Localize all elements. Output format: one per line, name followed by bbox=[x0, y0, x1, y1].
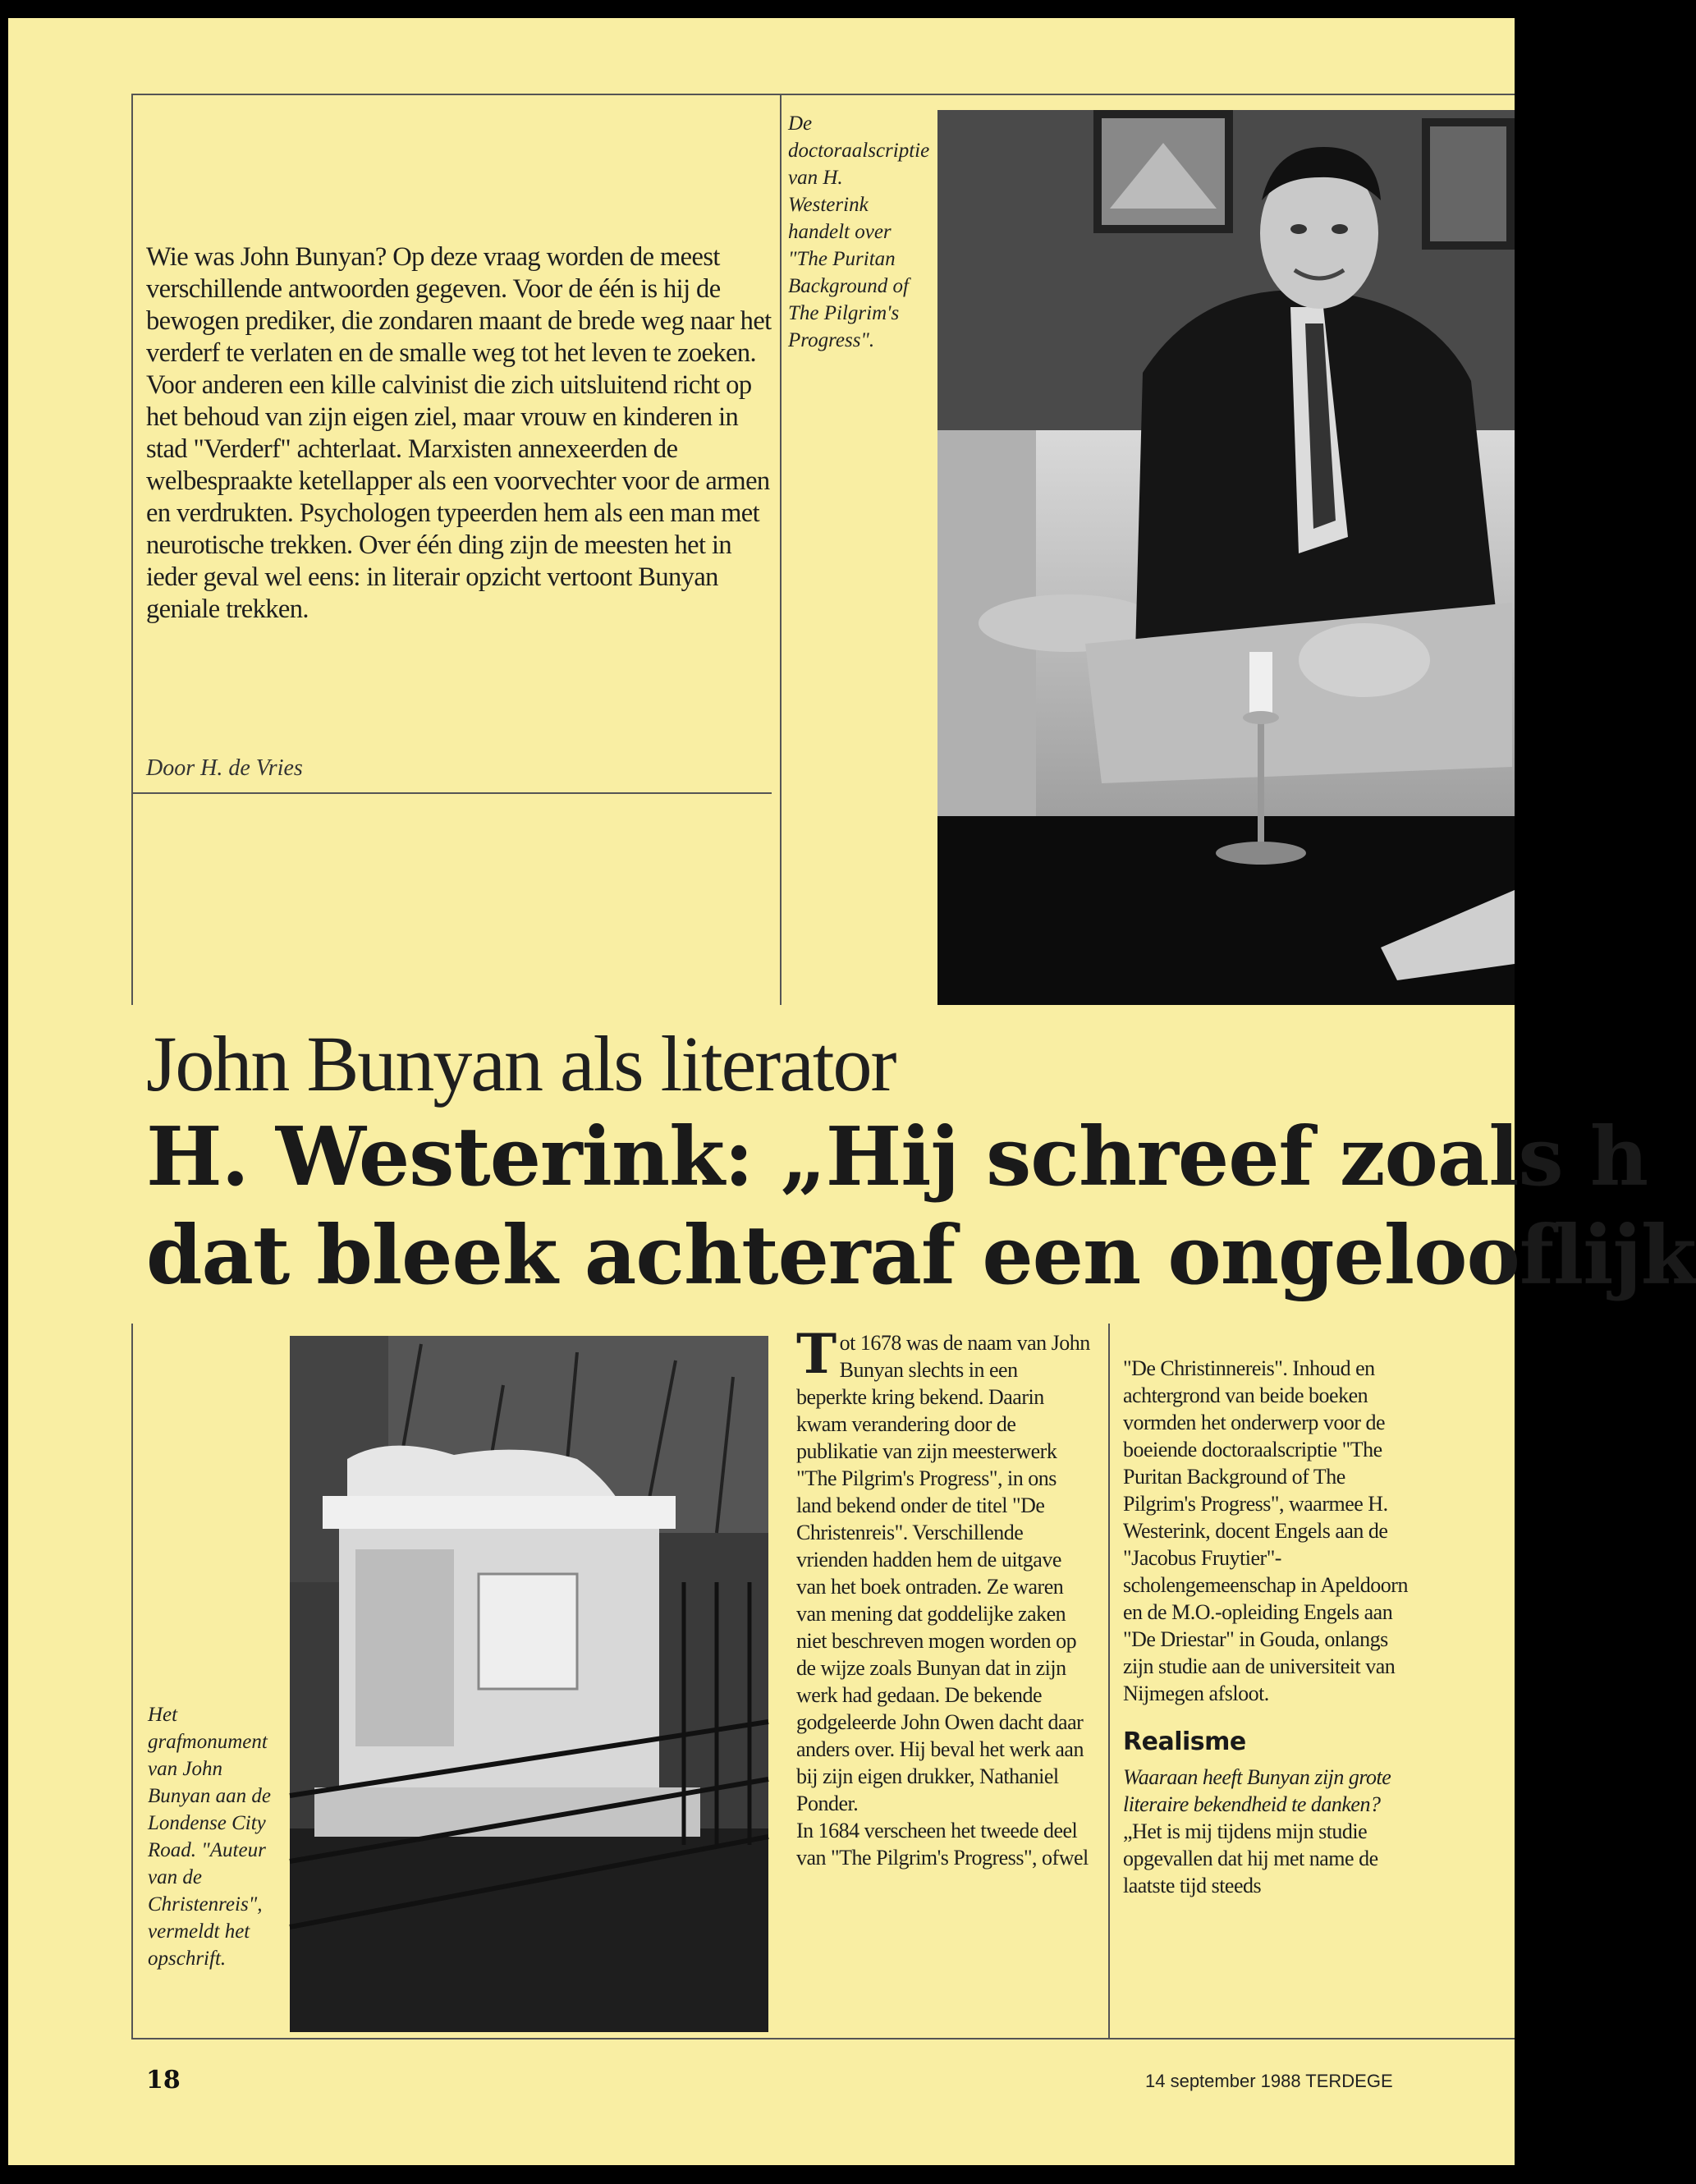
page-number: 18 bbox=[146, 2066, 181, 2095]
column-rule-upper bbox=[780, 94, 782, 1005]
top-rule bbox=[131, 94, 1515, 95]
grave-illustration bbox=[290, 1336, 768, 2032]
headline-kicker: John Bunyan als literator bbox=[146, 1020, 896, 1108]
column-rule-lower bbox=[1108, 1324, 1110, 2038]
grave-caption: Het grafmonument van John Bunyan aan de Londense City Road. "Auteur van de Christenreis", vermeldt het opschrift. bbox=[148, 1704, 271, 1970]
portrait-photo bbox=[937, 110, 1515, 1005]
article-text-1: ot 1678 was de naam van John Bunyan slechts in een beperkte kring bekend. Daarin kwam verandering door de publikatie van zijn meesterwerk "The Pilgrim's Progress", in ons land bekend onder de titel "De Christenreis". Verschillende vrienden hadden hem de uitgave van het boek ontraden. Ze waren van mening dat goddelijke zaken niet beschreven mogen worden op de wijze zoals Bunyan dat in zijn werk had gedaan. De bekende godgeleerde John Owen dacht daar anders over. Hij beval het werk aan bij zijn eigen drukker, Nathaniel Ponder. bbox=[796, 1331, 1090, 1815]
left-rule-upper bbox=[131, 94, 133, 1005]
byline: Door H. de Vries bbox=[146, 755, 303, 781]
article-text-1b: In 1684 verscheen het tweede deel van "The Pilgrim's Progress", ofwel bbox=[796, 1819, 1089, 1870]
portrait-illustration bbox=[937, 110, 1515, 1005]
subhead-realisme: Realisme bbox=[1123, 1727, 1246, 1756]
intro-paragraph: Wie was John Bunyan? Op deze vraag worden de meest verschillende antwoorden gegeven. Voor de één is hij de bewogen prediker, die zondaren maant de brede weg naar het verderf te verlaten en de smalle weg tot het leven te zoeken. Voor anderen een kille calvinist die zich uitsluitend richt op het behoud van zijn eigen ziel, maar vrouw en kinderen in stad "Verderf" achterlaat. Marxisten annexeerden de welbespraakte ketellapper als een voorvechter voor de armen en verdrukten. Psychologen typeerden hem als een man met neurotische trekken. Over één ding zijn de meesten het in ieder geval wel eens: in literair opzicht vertoont Bunyan geniale trekken. bbox=[146, 242, 772, 624]
magazine-page bbox=[8, 18, 1696, 2165]
headline-line-2: dat bleek achteraf een ongelooflijk bbox=[146, 1209, 1696, 1303]
photo-caption: De doctoraalscriptie van H. Westerink handelt over "The Puritan Background of The Pilgrim's Progress". bbox=[788, 112, 930, 351]
left-rule-lower bbox=[131, 1324, 133, 2038]
article-column-1 bbox=[796, 1322, 1092, 1871]
article-column-2 bbox=[1123, 1355, 1419, 1899]
issue-footer: 14 september 1988 TERDEGE bbox=[1145, 2071, 1393, 2091]
drop-cap: T bbox=[796, 1322, 837, 1386]
interview-answer: „Het is mij tijdens mijn studie opgevallen dat hij met name de laatste tijd steeds bbox=[1123, 1819, 1378, 1897]
headline-line-1: H. Westerink: „Hij schreef zoals h bbox=[146, 1110, 1648, 1204]
interview-question: Waaraan heeft Bunyan zijn grote literaire bekendheid te danken? bbox=[1123, 1765, 1391, 1816]
bottom-rule bbox=[131, 2038, 1515, 2039]
article-text-2: "De Christinnereis". Inhoud en achtergrond van beide boeken vormden het onderwerp voor de boeiende doctoraalscriptie "The Puritan Background of The Pilgrim's Progress", waarmee H. Westerink, docent Engels aan de "Jacobus Fruytier"-scholengemeenschap in Apeldoorn en de M.O.-opleiding Engels aan "De Driestar" in Gouda, onlangs zijn studie aan de universiteit van Nijmegen afsloot. bbox=[1123, 1356, 1408, 1705]
grave-photo bbox=[290, 1336, 768, 2032]
byline-rule bbox=[131, 792, 772, 794]
